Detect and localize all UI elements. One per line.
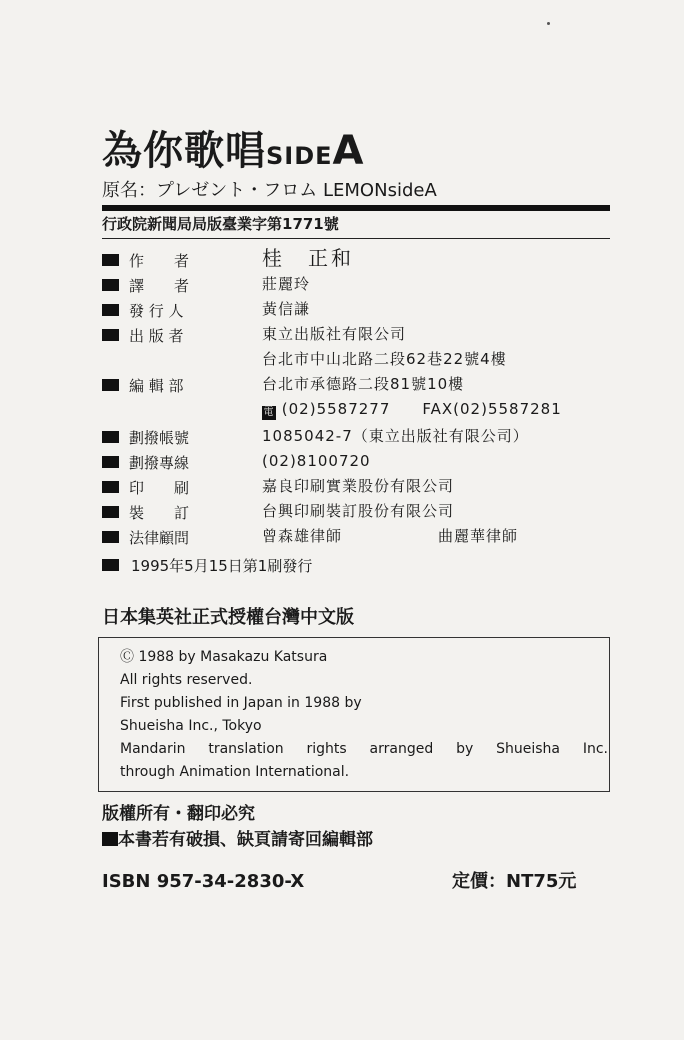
thick-divider: [102, 205, 610, 211]
credit-value-printer: 嘉良印刷實業股份有限公司: [262, 477, 455, 495]
copyright-line-3: First published in Japan in 1988 by: [120, 695, 362, 711]
credit-row-author: 作 者: [102, 251, 189, 271]
bullet: [102, 379, 119, 391]
copyright-line-6: through Animation International.: [120, 764, 350, 780]
bullet: [102, 254, 119, 266]
copyright-line-1: Ⓒ 1988 by Masakazu Katsura: [120, 649, 328, 665]
credit-value-binder: 台興印刷裝訂股份有限公司: [262, 502, 455, 520]
bullet: [102, 431, 119, 443]
damage-notice-row: [102, 829, 373, 851]
copyright-line-2: All rights reserved.: [120, 672, 253, 688]
rights-reserved: 版權所有・翻印必究: [102, 804, 255, 824]
credit-value-legal-1: 曾森雄律師: [262, 527, 343, 545]
credit-row-translator: 譯 者: [102, 276, 189, 296]
bullet: [102, 304, 119, 316]
credit-row-publisher: 出 版 者: [102, 326, 184, 346]
credit-value-translator: 莊麗玲: [262, 275, 311, 293]
bullet: [102, 506, 119, 518]
publish-date: 1995年5月15日第1刷發行: [131, 557, 313, 575]
damage-notice: 本書若有破損、缺頁請寄回編輯部: [118, 830, 373, 850]
credit-row-editorial: 編 輯 部: [102, 376, 184, 396]
phone-icon: 電: [263, 407, 275, 418]
bullet: [102, 559, 119, 571]
bullet: [102, 481, 119, 493]
credit-value-author: 桂 正和: [262, 246, 354, 270]
credit-row-printer: 印 刷: [102, 478, 189, 498]
original-title: 原名：プレゼント・フロム LEMONsideA: [102, 180, 437, 201]
credit-value-editorial-address: 台北市承德路二段81號10樓: [262, 375, 465, 393]
title-main: 為你歌唱: [102, 128, 266, 174]
bullet: [102, 832, 118, 846]
bullet: [102, 279, 119, 291]
copyright-line-5: Mandarin translation rights arranged by Shueisha Inc.: [120, 741, 608, 757]
credit-value-publisher-address: 台北市中山北路二段62巷22號4樓: [262, 350, 507, 368]
credit-value-postal-line: (02)8100720: [262, 452, 371, 470]
credit-row-legal: 法律顧問: [102, 528, 189, 548]
copyright-line-4: Shueisha Inc., Tokyo: [120, 718, 262, 734]
isbn: ISBN 957-34-2830-X: [102, 871, 305, 892]
speck: [547, 22, 550, 25]
credit-row-postal-account: 劃撥帳號: [102, 428, 189, 448]
credit-value-publisher-person: 黃信謙: [262, 300, 311, 318]
title-side: SIDE: [266, 142, 333, 170]
thin-divider: [102, 238, 610, 239]
bullet: [102, 329, 119, 341]
credit-row-binder: 裝 訂: [102, 503, 189, 523]
price: 定價：NT75元: [452, 871, 577, 892]
publish-date-row: [102, 556, 312, 576]
credit-value-legal-2: 曲麗華律師: [438, 527, 519, 545]
credit-value-publisher: 東立出版社有限公司: [262, 325, 407, 343]
bullet: [102, 456, 119, 468]
credit-value-phone: 電 (02)5587277 FAX(02)5587281: [263, 400, 562, 418]
credit-value-postal-account: 1085042-7（東立出版社有限公司）: [262, 427, 529, 445]
title-letter: A: [332, 128, 365, 174]
book-title: [102, 126, 365, 181]
credit-row-publisher-person: 發 行 人: [102, 301, 184, 321]
bullet: [102, 531, 119, 543]
authorization-statement: 日本集英社正式授權台灣中文版: [102, 607, 354, 628]
license-number: 行政院新聞局局版臺業字第1771號: [102, 215, 339, 233]
credit-row-postal-line: 劃撥專線: [102, 453, 189, 473]
